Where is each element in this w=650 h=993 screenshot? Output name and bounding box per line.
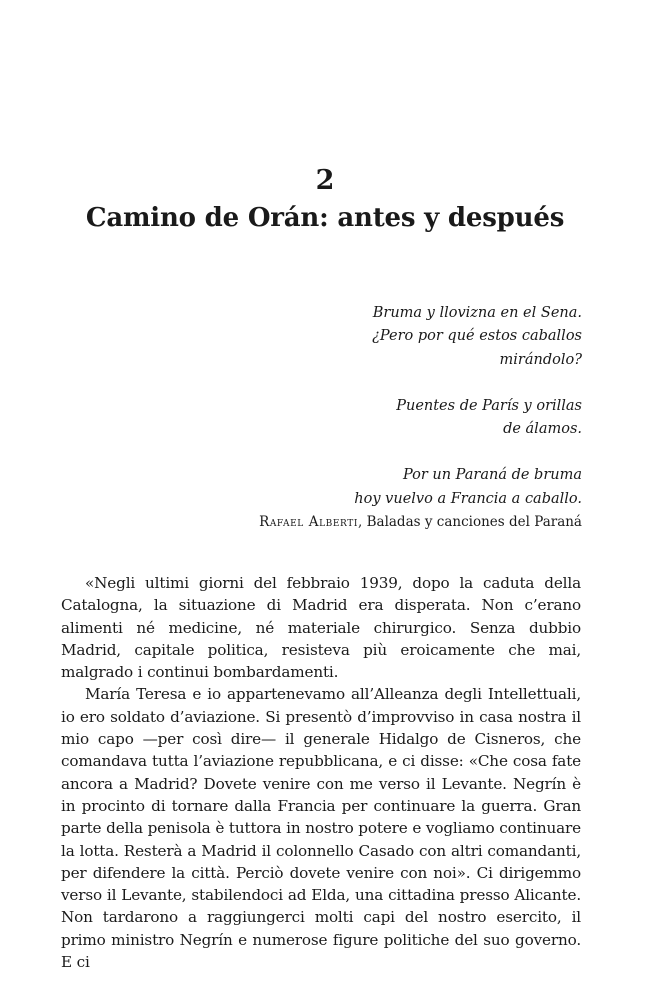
epigraph-stanza [102, 464, 582, 511]
epigraph-author: Rafael Alberti [259, 514, 359, 531]
epigraph-verse: Bruma y llovizna en el Sena. [372, 305, 582, 321]
body-text [61, 572, 581, 973]
chapter-title: Camino de Orán: antes y después [85, 203, 565, 233]
epigraph-stanza [102, 395, 582, 442]
epigraph-verse: hoy vuelvo a Francia a caballo. [354, 490, 582, 507]
epigraph-stanza [102, 302, 582, 372]
epigraph-verse: de álamos. [503, 421, 582, 438]
epigraph-verse: Puentes de París y orillas [396, 397, 582, 414]
epigraph-verse: ¿Pero por qué estos caballos [372, 328, 582, 345]
epigraph [102, 302, 582, 534]
chapter-number: 2 [315, 165, 335, 196]
body-paragraph: «Negli ultimi giorni del febbraio 1939, dopo la caduta della Catalogna, la situazione di Madrid era disperata. Non c’erano alimenti né medicine, né materiale chirurgico. Senza dubbio Madrid, capitale politica, resisteva più eroicamente che mai, malgrado i continui bombardamenti. [61, 574, 581, 682]
epigraph-attribution [102, 511, 582, 534]
body-paragraph: María Teresa e io appartenevamo all’Alleanza degli Intellettuali, io ero soldato d’aviazione. Si presentò d’improvviso in casa nostra il mio capo —per così dire— il generale Hidalgo de Cisneros, che comandava tutta l’aviazione repubblicana, e ci disse: «Che cosa fate ancora a Madrid? Dovete venire con me verso il Levante. Negrín è in procinto di tornare dalla Francia per continuare la guerra. Gran parte della penisola è tuttora in nostro potere e vogliamo continuare la lotta. Resterà a Madrid il colonnello Casado con altri comandanti, per difendere la città. Perciò dovete venire con noi». Ci dirigemmo verso il Levante, stabilendoci ad Elda, una cittadina presso Alicante. Non tardarono a raggiungerci molti capi del nostro esercito, il primo ministro Negrín e numerose figure politiche del suo governo. E ci [61, 685, 581, 972]
epigraph-source: , Baladas y canciones del Paraná [358, 514, 582, 531]
epigraph-verse: Por un Paraná de bruma [402, 467, 582, 484]
epigraph-verse: mirándolo? [499, 351, 582, 368]
